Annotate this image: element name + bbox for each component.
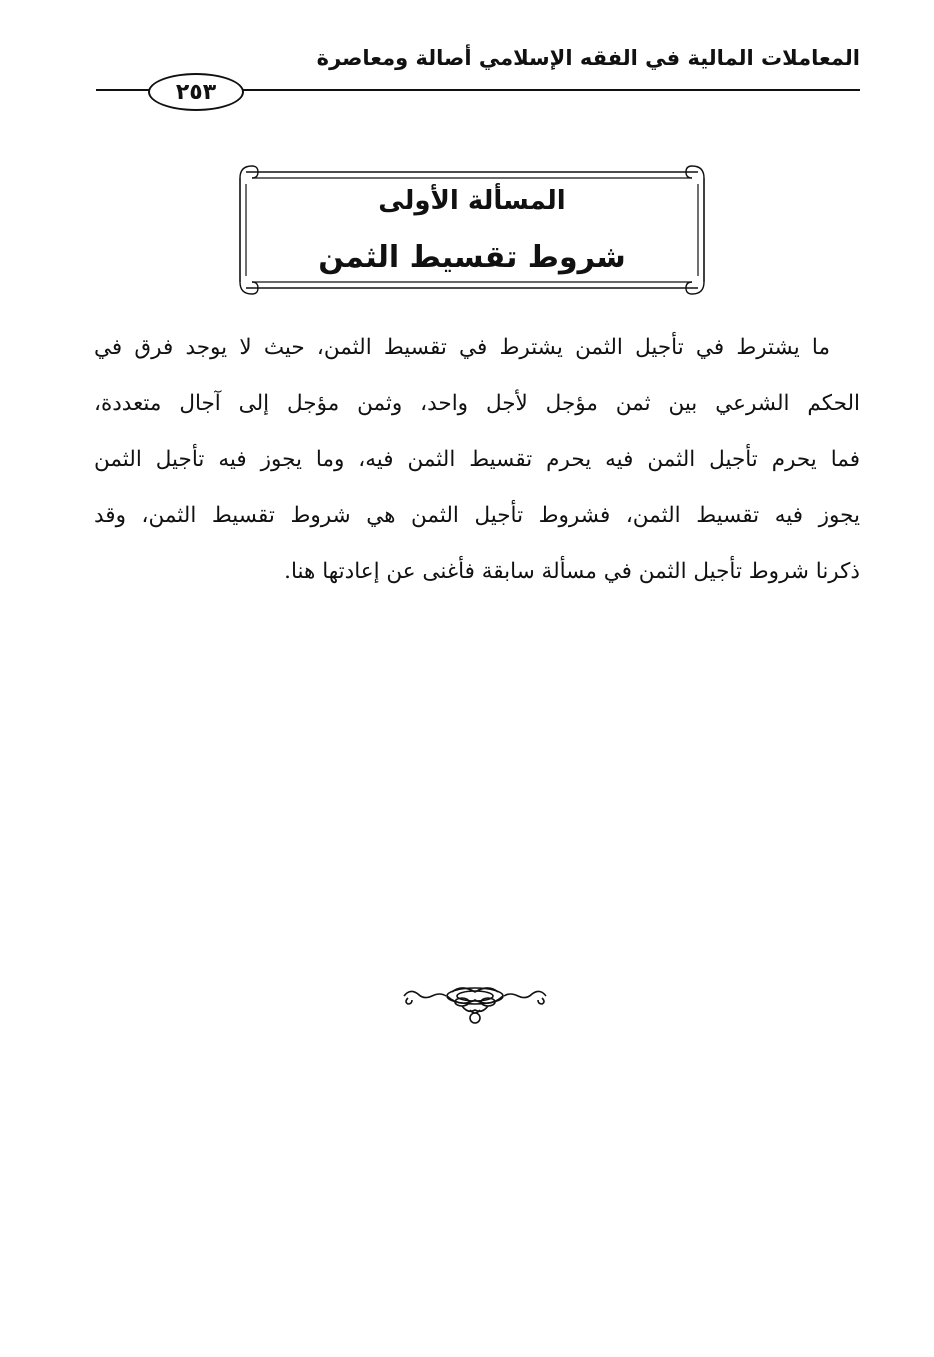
page-number: ٢٥٣: [148, 73, 244, 111]
running-header-title: المعاملات المالية في الفقه الإسلامي أصالة ومعاصرة: [316, 46, 860, 70]
body-paragraph: [94, 320, 860, 600]
body-line: ما يشترط في تأجيل الثمن يشترط في تقسيط الثمن، حيث لا يوجد فرق في: [94, 335, 830, 360]
section-subtitle: شروط تقسيط الثمن: [318, 240, 626, 275]
body-line: فما يحرم تأجيل الثمن فيه يحرم تقسيط الثمن فيه، وما يجوز فيه تأجيل الثمن: [94, 447, 860, 472]
ornamental-frame-icon: [228, 160, 716, 300]
section-title: المسألة الأولى: [378, 186, 566, 216]
body-line: ذكرنا شروط تأجيل الثمن في مسألة سابقة فأغنى عن إعادتها هنا.: [284, 559, 860, 584]
section-title-frame: [228, 160, 716, 300]
body-line: الحكم الشرعي بين ثمن مؤجل لأجل واحد، وثمن مؤجل إلى آجال متعددة،: [94, 391, 860, 416]
body-line: يجوز فيه تقسيط الثمن، فشروط تأجيل الثمن هي شروط تقسيط الثمن، وقد: [94, 503, 860, 528]
floral-divider-icon: [400, 980, 550, 1040]
